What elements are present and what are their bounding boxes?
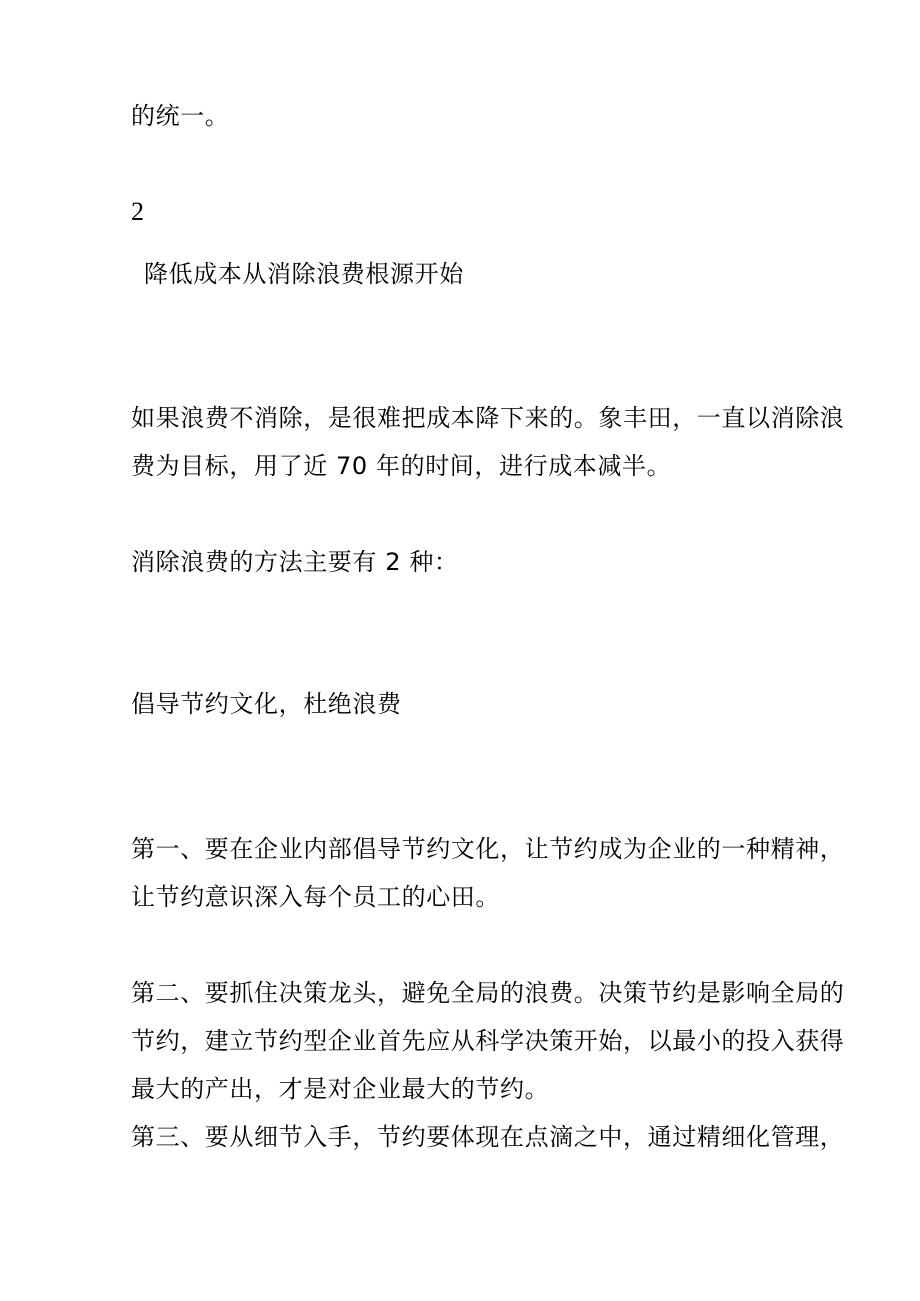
subheading: 倡导节约文化，杜绝浪费 <box>131 690 402 718</box>
paragraph-line: 让节约意识深入每个员工的心田。 <box>131 883 500 911</box>
paragraph-line: 节约，建立节约型企业首先应从科学决策开始，以最小的投入获得 <box>131 1027 845 1055</box>
paragraph-line: 第三、要从细节入手，节约要体现在点滴之中，通过精细化管理， <box>131 1123 845 1151</box>
paragraph-line: 消除浪费的方法主要有 2 种： <box>131 548 459 576</box>
section-heading: 降低成本从消除浪费根源开始 <box>144 260 464 288</box>
paragraph-line-continuation: 的统一。 <box>131 102 230 130</box>
paragraph-line: 最大的产出，才是对企业最大的节约。 <box>131 1075 550 1103</box>
paragraph-line: 第二、要抓住决策龙头，避免全局的浪费。决策节约是影响全局的 <box>131 979 845 1007</box>
paragraph-line: 第一、要在企业内部倡导节约文化，让节约成为企业的一种精神， <box>131 835 845 863</box>
section-number: 2 <box>131 197 144 226</box>
paragraph-line: 如果浪费不消除，是很难把成本降下来的。象丰田，一直以消除浪 <box>131 404 845 432</box>
paragraph-line: 费为目标，用了近 70 年的时间，进行成本减半。 <box>131 452 672 480</box>
